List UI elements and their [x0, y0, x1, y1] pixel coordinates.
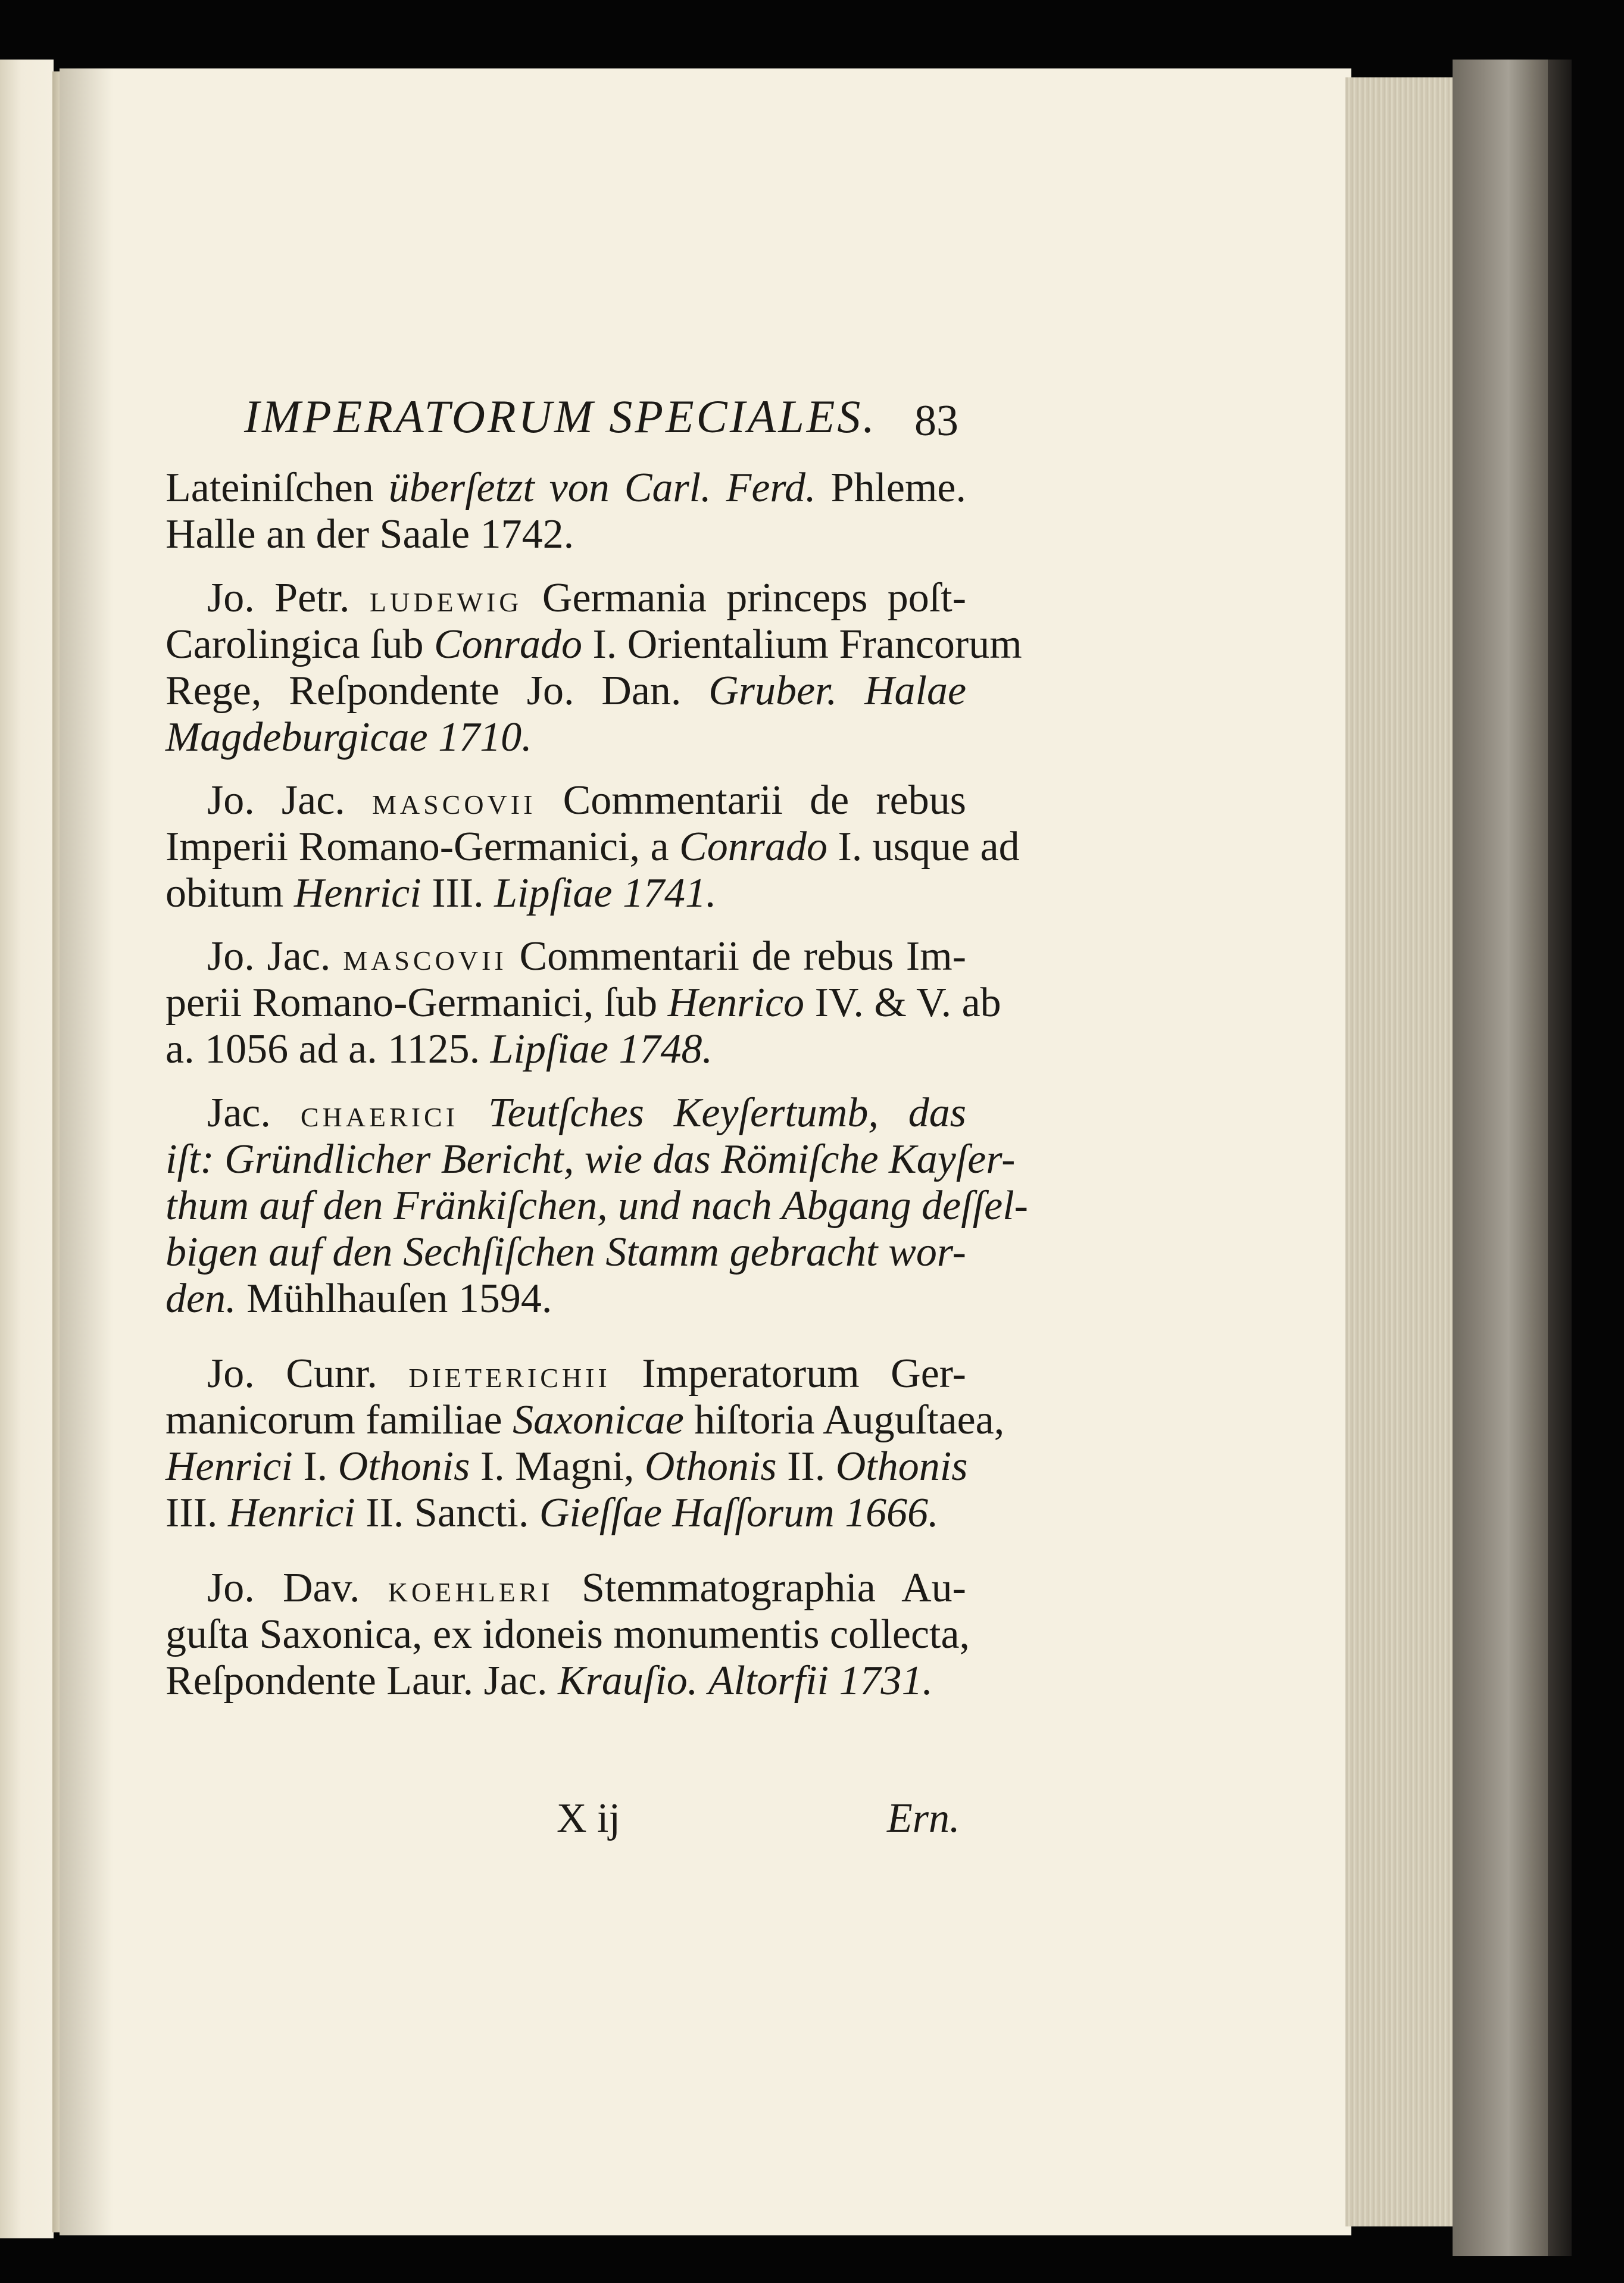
text-line: a. 1056 ad a. 1125. Lipſiae 1748. [165, 1026, 713, 1072]
text-line: obitum Henrici III. Lipſiae 1741. [165, 870, 717, 916]
entry-mascovii-1: Jo. Jac. MASCOVII Commentarii de rebus [207, 777, 966, 823]
text-line: guſta Saxonica, ex idoneis monumentis collecta, [165, 1611, 970, 1657]
text-line: Reſpondente Laur. Jac. Krauſio. Altorfii 1731. [165, 1658, 933, 1704]
page-number: 83 [914, 396, 958, 445]
text-line: Carolingica ſub Conrado I. Orientalium Francorum [165, 621, 1022, 667]
text-line: thum auf den Fränkiſchen, und nach Abgang deſſel- [165, 1183, 1028, 1229]
entry-ludewig: Jo. Petr. LUDEWIG Germania princeps poſt- [207, 575, 966, 621]
text-line: Henrici I. Othonis I. Magni, Othonis II. Othonis [165, 1444, 968, 1489]
text-line: iſt: Gründlicher Bericht, wie das Römiſche Kayſer- [165, 1136, 1016, 1182]
text-line: Magdeburgicae 1710. [165, 714, 532, 760]
page-fore-edge [1345, 77, 1459, 2226]
entry-koehleri: Jo. Dav. KOEHLERI Stemmatographia Au- [207, 1565, 966, 1611]
text-line: bigen auf den Sechſiſchen Stamm gebracht wor- [165, 1229, 966, 1275]
text-line: Halle an der Saale 1742. [165, 511, 574, 557]
running-header [244, 390, 982, 455]
text-line: III. Henrici II. Sancti. Gieſſae Haſſorum 1666. [165, 1490, 939, 1536]
facing-page-edge [0, 60, 54, 2238]
gutter-shadow [60, 68, 113, 2235]
signature-mark: X ij [557, 1795, 620, 1841]
book-cover-edge [1548, 60, 1572, 2256]
catchword: Ern. [887, 1795, 960, 1841]
text-line: manicorum familiae Saxonicae hiſtoria Auguſtaea, [165, 1397, 1005, 1443]
entry-dieterichii: Jo. Cunr. DIETERICHII Imperatorum Ger- [207, 1351, 966, 1397]
text-line: Rege, Reſpondente Jo. Dan. Gruber. Halae [165, 668, 967, 714]
text-line: Lateiniſchen überſetzt von Carl. Ferd. Phleme. [165, 465, 966, 511]
text-line: den. Mühlhauſen 1594. [165, 1276, 552, 1322]
entry-chaerici: Jac. CHAERICI Teutſches Keyſertumb, das [207, 1090, 966, 1136]
text-line: perii Romano-Germanici, ſub Henrico IV. & V. ab [165, 980, 1001, 1026]
running-title: IMPERATORUM SPECIALES. [244, 391, 877, 442]
entry-mascovii-2: Jo. Jac. MASCOVII Commentarii de rebus Im- [207, 933, 967, 979]
book-cover-board [1453, 60, 1554, 2256]
text-line: Imperii Romano-Germanici, a Conrado I. usque ad [165, 824, 1020, 870]
